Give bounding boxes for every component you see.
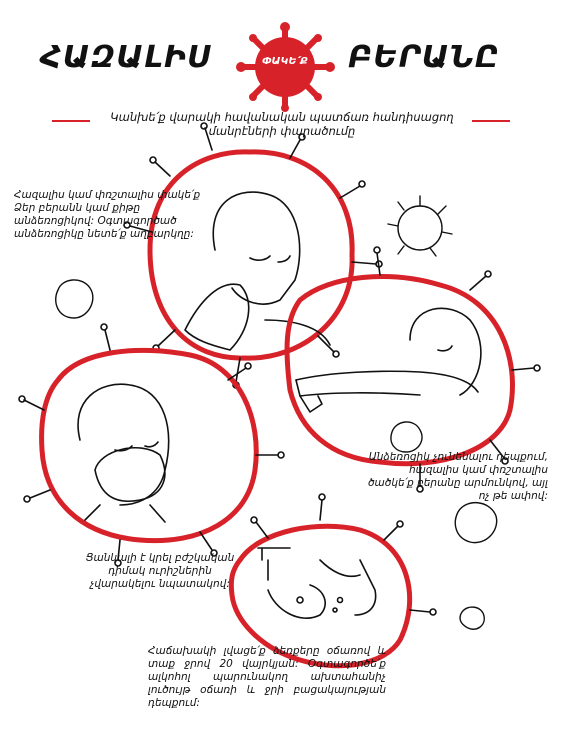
virus-frame-tissue-icon — [150, 152, 352, 358]
subtitle: Կանխե՛ք վարակի հավանական պատճառ հանդիսացող մանրէների փարածումը — [110, 110, 454, 138]
caption-elbow: Անձեռոցիկ չունենալու դեպքում, հազալիս կամ փռշտալիս ծածկե՛ք բերանը արմունկով, այլ ոչ թե ափով: — [368, 451, 548, 502]
caption-mask: Ցանկալի է կրել բժշկական դիմակ ուրիշներին չվարակելու նպատակով: — [85, 552, 235, 590]
title-left: ՀԱԶԱԼԻՍ — [40, 40, 213, 75]
person-sneezing-icon — [213, 192, 299, 304]
caption-tissue: Հազալիս կամ փռշտալիս փակե՛ք Ձեր բերանն կամ քիթը անձեռոցիկով: Օգտագործած անձեռոցիկը նետե՛ք աղբարկղը: — [14, 189, 201, 240]
badge-label: ՓԱԿԵ՛Ք — [262, 56, 308, 67]
person-elbow-icon — [410, 308, 481, 395]
caption-handwash: Հաճախակի լվացե՛ք ձեռքերը օճառով և տաք ջրով 20 վայրկյան: Օգտագործե՛ք ալկոհոլ պարունակող ախտահանիչ լուծույթ օճառի և ջրի բացակայության դեպքում: — [148, 645, 386, 709]
title-right: ԲԵՐԱՆԸ — [348, 40, 500, 75]
faucet-icon — [258, 548, 290, 580]
